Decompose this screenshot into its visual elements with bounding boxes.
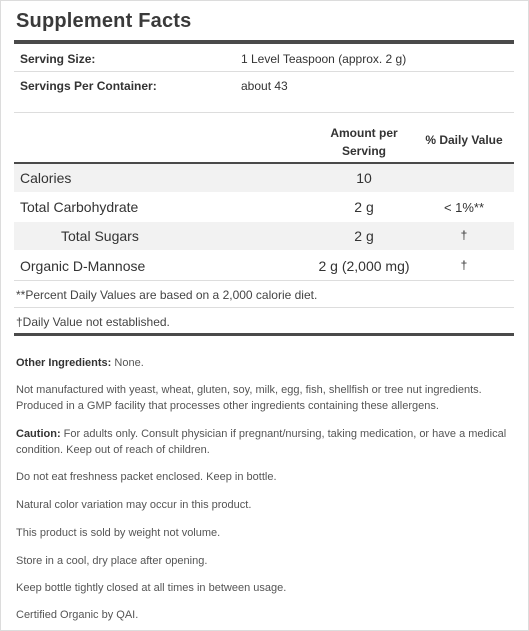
nutrient-amount: 10: [356, 170, 372, 186]
dagger-footnote: †Daily Value not established.: [16, 315, 170, 329]
percent-daily-value-footnote: **Percent Daily Values are based on a 2,000 calorie diet.: [16, 288, 318, 302]
row-stripe: [14, 164, 514, 192]
other-ingredients-value: None.: [111, 357, 144, 369]
other-ingredients-label: Other Ingredients:: [16, 357, 112, 369]
panel-title: Supplement Facts: [16, 10, 192, 32]
storage-note: Store in a cool, dry place after opening.: [16, 555, 208, 567]
caution-statement: [16, 426, 516, 458]
nutrient-amount: 2 g (2,000 mg): [318, 258, 410, 274]
caution-label: Caution:: [16, 428, 61, 440]
allergen-statement: Not manufactured with yeast, wheat, gluten, soy, milk, egg, fish, shellfish or tree nut ingredients. Produced in a GMP facility that processes other ingredients containing these allergens.: [16, 384, 482, 412]
nutrient-daily-value: †: [460, 258, 468, 272]
nutrient-amount: 2 g: [354, 199, 374, 215]
caution-value: For adults only. Consult physician if pregnant/nursing, taking medication, or have a medical condition. Keep out of reach of children.: [16, 428, 507, 456]
nutrient-name: Total Carbohydrate: [20, 199, 139, 215]
nutrient-daily-value: †: [460, 228, 468, 242]
amount-header-line1: Amount per: [330, 126, 398, 140]
divider: [14, 71, 514, 72]
other-ingredients: [16, 355, 516, 371]
divider: [14, 307, 514, 308]
certification-note: Certified Organic by QAI.: [16, 609, 139, 621]
servings-per-container-label: Servings Per Container:: [20, 79, 157, 93]
nutrient-amount: 2 g: [354, 228, 374, 244]
closure-note: Keep bottle tightly closed at all times in between usage.: [16, 582, 287, 594]
divider: [14, 112, 514, 113]
serving-size-label: Serving Size:: [20, 52, 96, 66]
amount-header-line2: Serving: [341, 144, 386, 158]
panel-bottom-rule: [14, 333, 514, 336]
color-variation-note: Natural color variation may occur in this product.: [16, 499, 252, 511]
nutrient-name: Total Sugars: [61, 228, 139, 244]
title-rule: [14, 40, 514, 44]
nutrient-daily-value: < 1%**: [443, 200, 485, 215]
freshness-note: Do not eat freshness packet enclosed. Keep in bottle.: [16, 471, 277, 483]
amount-per-serving-header: [314, 124, 414, 160]
divider: [14, 280, 514, 281]
daily-value-header: % Daily Value: [425, 133, 503, 147]
weight-note: This product is sold by weight not volume.: [16, 527, 221, 539]
nutrient-name: Calories: [20, 170, 72, 186]
servings-per-container-value: about 43: [241, 79, 288, 93]
nutrient-name: Organic D-Mannose: [20, 258, 146, 274]
serving-size-value: 1 Level Teaspoon (approx. 2 g): [241, 52, 407, 66]
